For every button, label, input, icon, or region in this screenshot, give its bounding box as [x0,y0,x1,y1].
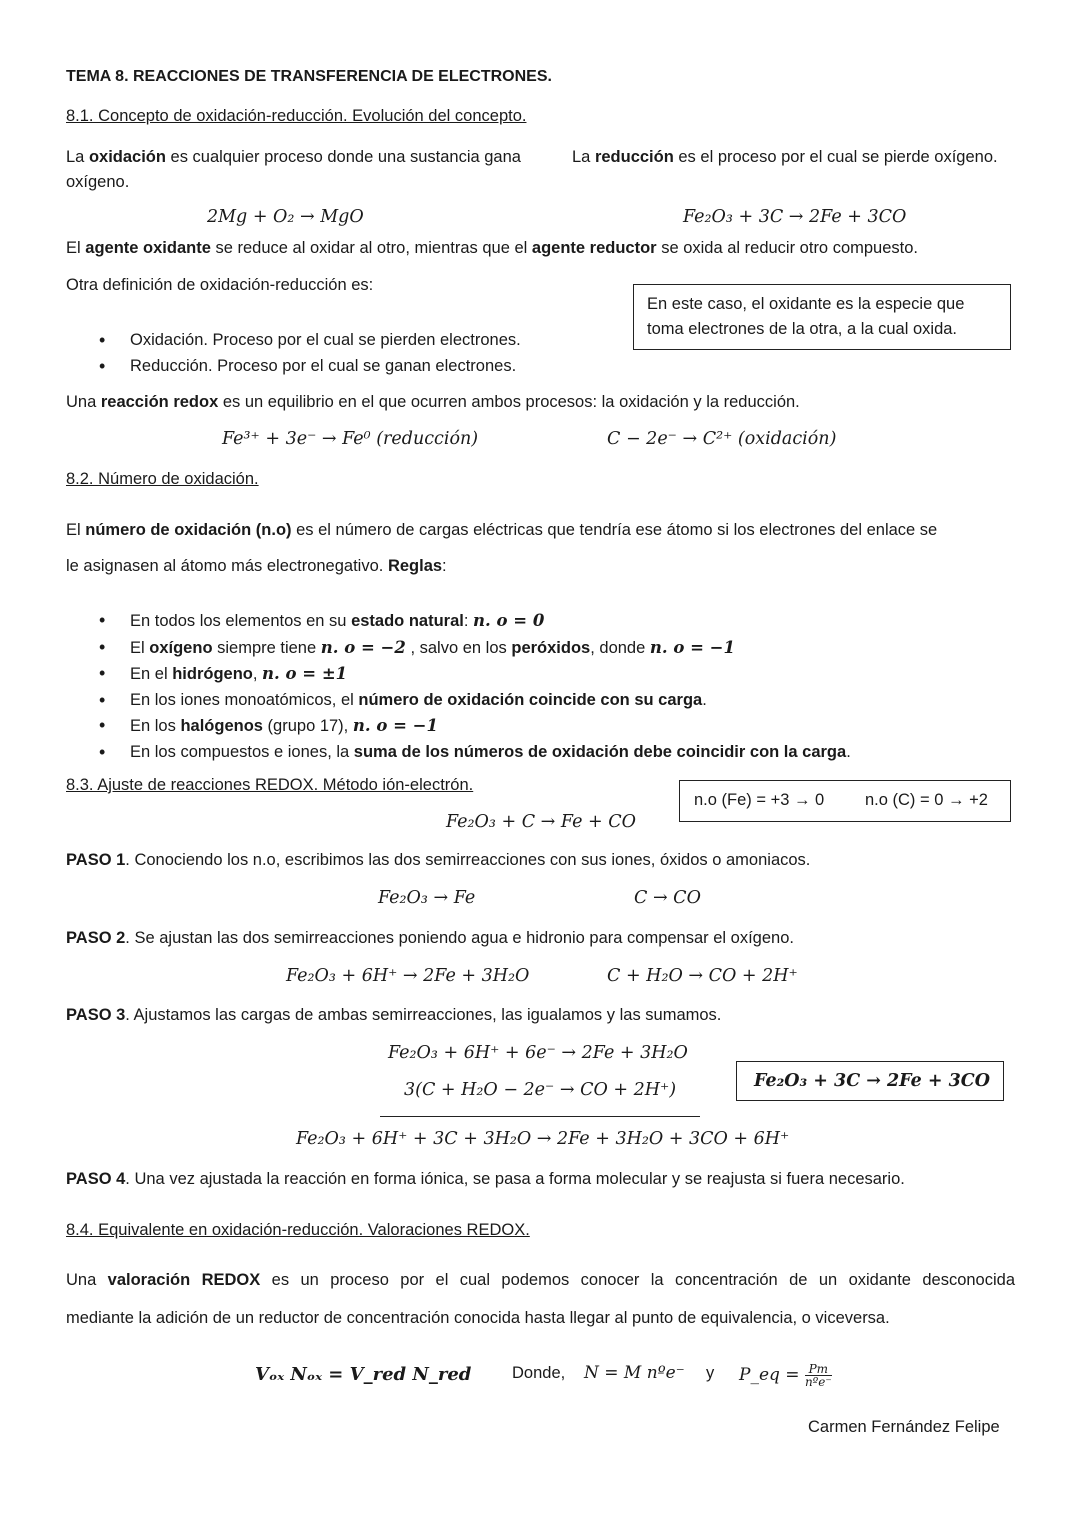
list-item: • En los compuestos e iones, la suma de los números de oxidación debe coincidir con la carga. [66,740,851,766]
equation-fe-reduction: Fe³⁺ + 3e⁻ → Fe⁰ (reducción) [222,429,479,449]
oxidant-note-line-1: En este caso, el oxidante es la especie que [647,295,965,313]
other-definition: Otra definición de oxidación-reducción es: [66,276,374,294]
list-item: • El oxígeno siempre tiene n. o = −2 , salvo en los peróxidos, donde n. o = −1 [66,635,851,662]
step-3-sum-equation: Fe₂O₃ + 6H⁺ + 3C + 3H₂O → 2Fe + 3H₂O + 3CO + 6H⁺ [296,1129,790,1149]
list-item: • En el hidrógeno, n. o = ±1 [66,661,851,688]
redox-reaction-definition: Una reacción redox es un equilibrio en el que ocurren ambos procesos: la oxidación y la reducción. [66,393,800,411]
oxidation-number-definition-line-2: le asignasen al átomo más electronegativo. Reglas: [66,557,447,575]
titration-definition-line-1: Una valoración REDOX es un proceso por el cual podemos conocer la concentración de un oxidante desconocida [66,1271,1015,1289]
equivalent-weight-fraction: $\frac{Pm}{\text{nºe⁻}}$ [804,1362,832,1389]
rules-list [66,608,851,765]
step-4: PASO 4. Una vez ajustada la reacción en forma iónica, se pasa a forma molecular y se reajusta si fuera necesario. [66,1170,905,1188]
titration-definition-line-2: mediante la adición de un reductor de concentración conocida hasta llegar al punto de equivalencia, o viceversa. [66,1309,890,1327]
oxidant-note-line-2: toma electrones de la otra, a la cual oxida. [647,320,958,338]
balanced-reaction-box [736,1061,1004,1101]
equation-c-oxidation: C − 2e⁻ → C²⁺ (oxidación) [607,429,837,449]
section-heading-8-4: 8.4. Equivalente en oxidación-reducción. Valoraciones REDOX. [66,1221,530,1239]
list-item: • En los halógenos (grupo 17), n. o = −1 [66,713,851,740]
list-item: • En todos los elementos en su estado natural: n. o = 0 [66,608,851,635]
equation-mg: 2Mg + O₂ → MgO [207,207,364,227]
balanced-reaction: Fe₂O₃ + 3C → 2Fe + 3CO [754,1071,990,1091]
equivalent-weight-formula: P_eq = $\frac{Pm}{\text{nºe⁻}}$ [739,1362,832,1389]
list-item: • Reducción. Proceso por el cual se ganan electrones. [66,353,521,379]
and-label: y [706,1364,715,1382]
step-1: PASO 1. Conociendo los n.o, escribimos las dos semirreacciones con sus iones, óxidos o amoniacos. [66,851,811,869]
equation-main-reaction: Fe₂O₃ + C → Fe + CO [446,812,636,832]
redox-definition-list [66,327,521,379]
where-label: Donde, [512,1364,566,1382]
list-item: • En los iones monoatómicos, el número de oxidación coincide con su carga. [66,688,851,714]
oxidation-number-fe: n.o (Fe) = +3 → 0 [694,791,825,809]
oxidation-number-box [679,780,1011,822]
page-title: TEMA 8. REACCIONES DE TRANSFERENCIA DE ELECTRONES. [66,68,552,85]
oxidant-note-box [633,284,1011,350]
agent-definition: El agente oxidante se reduce al oxidar al otro, mientras que el agente reductor se oxida al reducir otro compuesto. [66,239,918,257]
section-heading-8-2: 8.2. Número de oxidación. [66,470,259,488]
oxidation-number-definition-line-1: El número de oxidación (n.o) es el número de cargas eléctricas que tendría ese átomo si los electrones del enlace se [66,521,938,539]
step-1-equation-1: Fe₂O₃ → Fe [378,888,476,908]
step-2: PASO 2. Se ajustan las dos semirreacciones poniendo agua e hidronio para compensar el oxígeno. [66,929,794,947]
step-2-equation-1: Fe₂O₃ + 6H⁺ → 2Fe + 3H₂O [286,966,530,986]
author-signature: Carmen Fernández Felipe [808,1418,1000,1436]
oxidation-definition: La oxidación es cualquier proceso donde una sustancia gana oxígeno. [66,148,521,191]
equation-fe2o3: Fe₂O₃ + 3C → 2Fe + 3CO [683,207,907,227]
step-3-equation-1: Fe₂O₃ + 6H⁺ + 6e⁻ → 2Fe + 3H₂O [388,1043,688,1063]
oxidation-number-c: n.o (C) = 0 → +2 [865,791,988,809]
sum-divider [380,1116,700,1117]
step-3-equation-2: 3(C + H₂O − 2e⁻ → CO + 2H⁺) [404,1080,677,1100]
equivalence-formula: Vₒₓ Nₒₓ = V_red N_red [255,1364,472,1385]
step-1-equation-2: C → CO [634,888,701,908]
normality-formula: N = M nºe⁻ [584,1363,685,1383]
section-heading-8-3: 8.3. Ajuste de reacciones REDOX. Método ión-electrón. [66,776,474,794]
step-3: PASO 3. Ajustamos las cargas de ambas semirreacciones, las igualamos y las sumamos. [66,1006,722,1024]
step-2-equation-2: C + H₂O → CO + 2H⁺ [607,966,798,986]
list-item: • Oxidación. Proceso por el cual se pierden electrones. [66,327,521,353]
section-heading-8-1: 8.1. Concepto de oxidación-reducción. Evolución del concepto. [66,107,527,125]
reduction-definition: La reducción es el proceso por el cual se pierde oxígeno. [572,148,998,166]
